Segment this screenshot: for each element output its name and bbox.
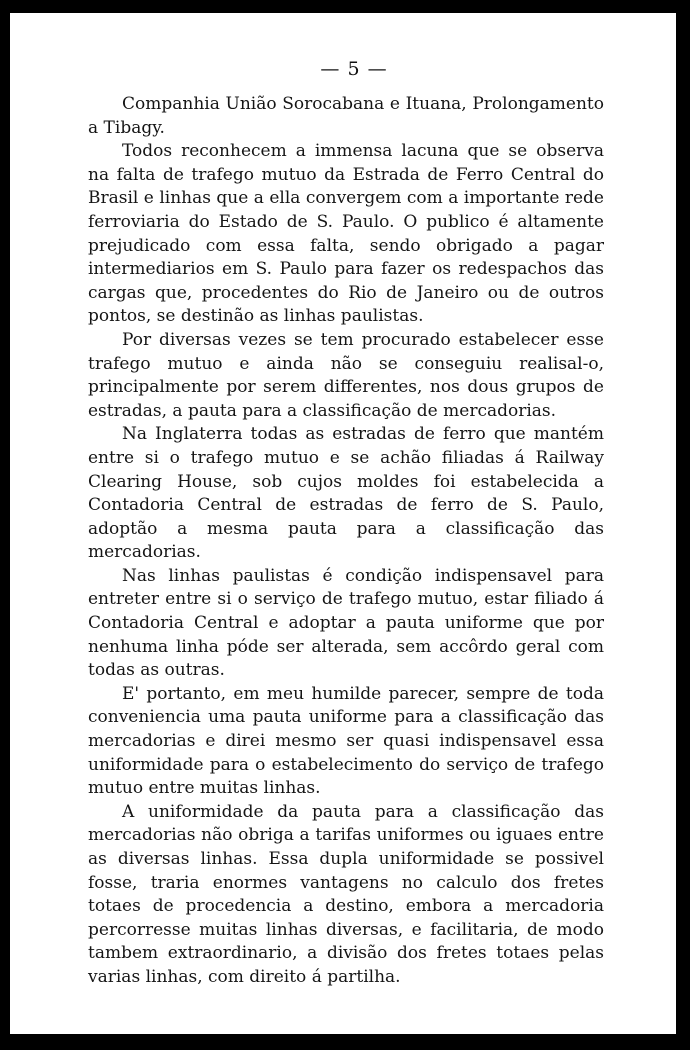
- paragraph-uniformidade: A uniformidade da pauta para a classificação das mercadorias não obriga a tarifas uniformes ou iguaes entre as diversas linhas. Essa dupla uniformidade se possivel fosse, traria enormes vantagens no calculo dos fretes totaes de procedencia a destino, embora a mercadoria percorresse muitas linhas diversas, e facilitaria, de modo tambem extraordinario, a divisão dos fretes totaes pelas varias linhas, com direito á partilha.: [88, 801, 604, 987]
- book-page: [10, 13, 676, 1034]
- paragraph-tentativas: Por diversas vezes se tem procurado estabelecer esse trafego mutuo e ainda não se conseguiu realisal-o, principalmente por serem differentes, nos dous grupos de estradas, a pauta para a classificação de mercadorias.: [88, 329, 604, 421]
- paragraph-continuation: Companhia União Sorocabana e Ituana, Prolongamento a Tibagy.: [88, 94, 604, 138]
- paragraph-parecer: E' portanto, em meu humilde parecer, sempre de toda conveniencia uma pauta uniforme para a classificação das mercadorias e direi mesmo ser quasi indispensavel essa uniformidade para o estabelecimento do serviço de trafego mutuo entre muitas linhas.: [88, 683, 604, 799]
- paragraph-lacuna: Todos reconhecem a immensa lacuna que se observa na falta de trafego mutuo da Estrada de Ferro Central do Brasil e linhas que a ella convergem com a importante rede ferroviaria do Estado de S. Paulo. O publico é altamente prejudicado com essa falta, sendo obrigado a pagar intermediarios em S. Paulo para fazer os redespachos das cargas que, procedentes do Rio de Janeiro ou de outros pontos, se destinão as linhas paulistas.: [88, 141, 604, 327]
- body-text: [88, 93, 604, 990]
- paragraph-linhas-paulistas: Nas linhas paulistas é condição indispensavel para entreter entre si o serviço de trafego mutuo, estar filiado á Contadoria Central e adoptar a pauta uniforme que por nenhuma linha póde ser alterada, sem accôrdo geral com todas as outras.: [88, 565, 604, 681]
- page-number: — 5 —: [320, 58, 388, 80]
- paragraph-inglaterra: Na Inglaterra todas as estradas de ferro que mantém entre si o trafego mutuo e se achão filiadas á Railway Clearing House, sob cujos moldes foi estabelecida a Contadoria Central de estradas de ferro de S. Paulo, adoptão a mesma pauta para a classificação das mercadorias.: [88, 424, 604, 563]
